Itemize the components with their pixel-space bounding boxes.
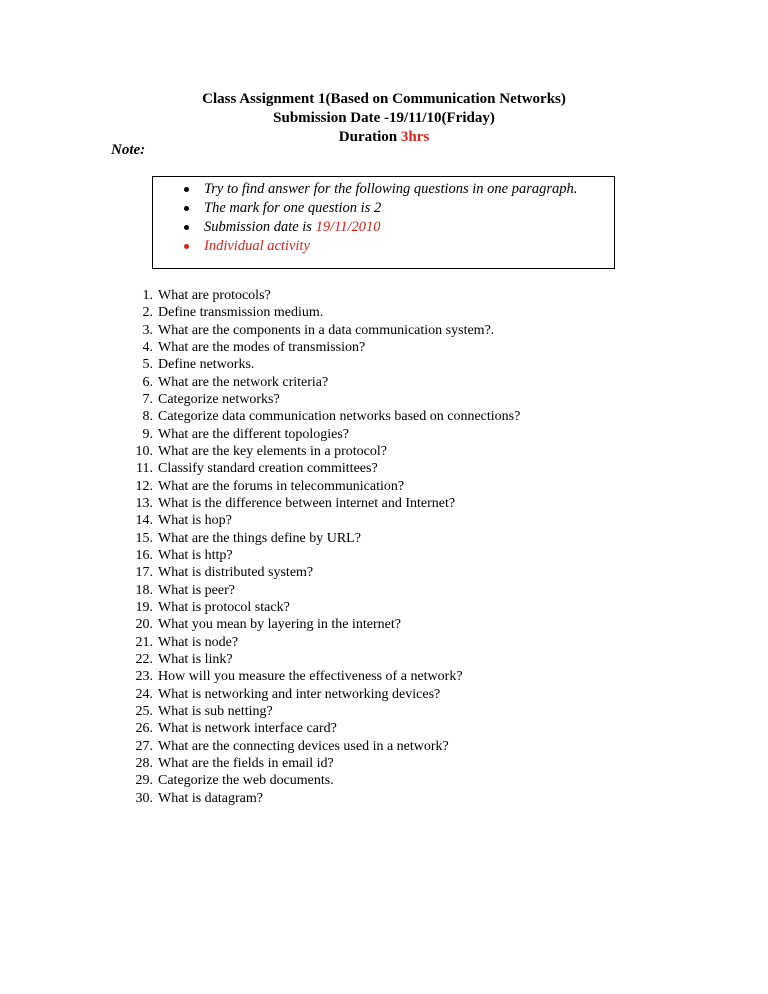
question-text: Categorize the web documents. <box>158 773 334 789</box>
bullet-icon <box>184 206 189 211</box>
question-item <box>0 512 768 529</box>
question-number: 24. <box>135 686 153 702</box>
question-text: What is node? <box>158 634 239 650</box>
question-item <box>0 287 768 304</box>
question-number: 2. <box>142 305 153 321</box>
question-item <box>0 495 768 512</box>
question-number: 11. <box>136 461 153 477</box>
note-label: Note: <box>111 142 146 158</box>
question-item <box>0 755 768 772</box>
question-item <box>0 582 768 599</box>
question-item <box>0 408 768 425</box>
question-item <box>0 599 768 616</box>
note-list <box>153 180 577 256</box>
question-item <box>0 772 768 789</box>
question-text: What is sub netting? <box>158 703 273 719</box>
question-text: What are the modes of transmission? <box>158 339 366 355</box>
question-number: 1. <box>142 288 153 303</box>
note-item <box>153 218 577 237</box>
question-text: What is peer? <box>158 582 235 598</box>
question-item <box>0 616 768 633</box>
question-number: 22. <box>135 651 153 667</box>
note-submission-date: 19/11/2010 <box>315 219 381 235</box>
question-text: Define networks. <box>158 357 255 373</box>
question-number: 6. <box>142 374 153 390</box>
question-number: 12. <box>135 478 153 494</box>
question-item <box>0 564 768 581</box>
question-number: 19. <box>135 599 153 615</box>
note-item-text: The mark for one question is 2 <box>204 200 382 216</box>
question-number: 30. <box>135 790 153 806</box>
question-item <box>0 426 768 443</box>
question-text: Categorize networks? <box>158 391 280 407</box>
question-item <box>0 720 768 737</box>
question-number: 9. <box>142 426 153 442</box>
question-item <box>0 322 768 339</box>
duration-value: 3hrs <box>400 129 430 145</box>
question-text: What are the forums in telecommunication? <box>158 478 405 494</box>
question-text: What is the difference between internet and Internet? <box>158 495 456 511</box>
question-number: 18. <box>135 582 153 598</box>
question-text: What is datagram? <box>158 790 263 806</box>
duration-label: Duration <box>338 129 401 145</box>
question-number: 25. <box>135 703 153 719</box>
question-number: 27. <box>135 738 153 754</box>
question-item <box>0 651 768 668</box>
question-number: 29. <box>135 773 153 789</box>
question-text: What are the components in a data communication system?. <box>158 322 495 338</box>
submission-date-heading: Submission Date -19/11/10(Friday) <box>273 110 495 126</box>
assignment-title: Class Assignment 1(Based on Communication Networks) <box>202 91 566 107</box>
question-number: 17. <box>135 565 153 581</box>
note-item-text: Individual activity <box>204 238 310 254</box>
question-text: What is protocol stack? <box>158 599 290 615</box>
question-text: Categorize data communication networks based on connections? <box>158 409 521 425</box>
question-number: 10. <box>135 443 153 459</box>
question-list <box>0 287 768 807</box>
question-number: 3. <box>142 322 153 338</box>
question-number: 13. <box>135 495 153 511</box>
question-text: What is network interface card? <box>158 721 337 737</box>
question-item <box>0 460 768 477</box>
question-item <box>0 530 768 547</box>
question-text: What you mean by layering in the internet? <box>158 617 401 633</box>
question-text: Classify standard creation committees? <box>158 461 378 477</box>
question-number: 28. <box>135 755 153 771</box>
assignment-header <box>0 90 768 147</box>
question-text: What are the fields in email id? <box>158 755 334 771</box>
bullet-icon <box>184 187 189 192</box>
question-number: 16. <box>135 547 153 563</box>
question-item <box>0 686 768 703</box>
question-text: What is networking and inter networking devices? <box>158 686 441 702</box>
question-number: 4. <box>142 339 153 355</box>
question-item <box>0 703 768 720</box>
question-item <box>0 304 768 321</box>
question-item <box>0 790 768 807</box>
question-text: How will you measure the effectiveness of a network? <box>158 669 463 685</box>
note-item-text: Try to find answer for the following questions in one paragraph. <box>204 181 578 197</box>
question-number: 14. <box>135 513 153 529</box>
question-text: What are protocols? <box>158 288 271 303</box>
note-item <box>153 199 577 218</box>
question-item <box>0 634 768 651</box>
question-text: Define transmission medium. <box>158 305 324 321</box>
question-number: 21. <box>135 634 153 650</box>
question-number: 5. <box>142 357 153 373</box>
question-item <box>0 478 768 495</box>
question-text: What is http? <box>158 547 233 563</box>
note-item <box>153 237 577 256</box>
question-item <box>0 668 768 685</box>
question-number: 15. <box>135 530 153 546</box>
note-item-text: Submission date is <box>204 219 316 235</box>
question-text: What are the connecting devices used in a network? <box>158 738 449 754</box>
bullet-icon <box>184 244 189 249</box>
question-item <box>0 547 768 564</box>
bullet-icon <box>184 225 189 230</box>
question-text: What is distributed system? <box>158 565 314 581</box>
question-item <box>0 443 768 460</box>
question-item <box>0 738 768 755</box>
question-number: 7. <box>142 391 153 407</box>
question-number: 8. <box>142 409 153 425</box>
note-item <box>153 180 577 199</box>
question-number: 26. <box>135 721 153 737</box>
question-text: What are the things define by URL? <box>158 530 361 546</box>
question-text: What is hop? <box>158 513 232 529</box>
question-item <box>0 374 768 391</box>
question-text: What are the network criteria? <box>158 374 329 390</box>
question-text: What are the different topologies? <box>158 426 349 442</box>
question-number: 20. <box>135 617 153 633</box>
question-text: What are the key elements in a protocol? <box>158 443 387 459</box>
question-number: 23. <box>135 669 153 685</box>
question-text: What is link? <box>158 651 233 667</box>
question-item <box>0 391 768 408</box>
question-item <box>0 339 768 356</box>
note-box <box>152 176 615 269</box>
question-item <box>0 356 768 373</box>
